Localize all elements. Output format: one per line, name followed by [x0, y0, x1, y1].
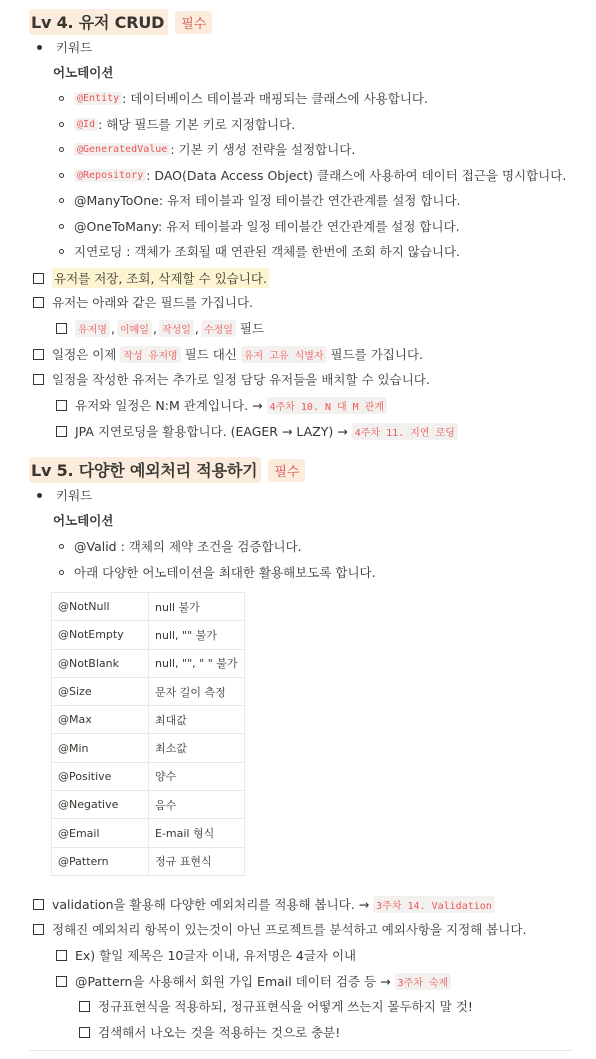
task-text: Ex) 할일 제목은 10글자 이내, 유저명은 4글자 이내 [75, 948, 357, 963]
task-text: 일정은 이제 [52, 347, 121, 362]
field-code: 유저명 [75, 320, 110, 337]
table-row [52, 677, 245, 705]
lv4-subtask-nm [56, 396, 387, 414]
task-text: validation을 활용해 다양한 예외처리를 적용해 봅니다. → [52, 897, 374, 912]
table-row [52, 706, 245, 734]
circle-bullet-icon [59, 198, 64, 203]
lv5-heading [29, 457, 305, 483]
lecture-link-code[interactable]: 3주차 14. Validation [373, 896, 495, 913]
lv4-keyword-item [37, 38, 92, 56]
checkbox[interactable] [56, 400, 67, 411]
annotation-text: 아래 다양한 어노테이션을 최대한 활용해보도록 합니다. [74, 565, 376, 580]
lecture-link-code[interactable]: 4주차 11. 지연 로딩 [352, 423, 458, 440]
inline-code: 작성 유저명 [120, 346, 180, 363]
table-row [52, 791, 245, 819]
checkbox[interactable] [79, 1001, 90, 1012]
lv4-title: Lv 4. 유저 CRUD [29, 9, 168, 35]
inline-code: @GeneratedValue [74, 143, 170, 156]
checkbox[interactable] [33, 899, 44, 910]
table-cell: @NotEmpty [52, 621, 149, 649]
table-cell: 최대값 [149, 706, 245, 734]
circle-bullet-icon [59, 96, 64, 101]
lv5-title: Lv 5. 다양한 예외처리 적용하기 [29, 457, 261, 483]
task-text: 정해진 예외처리 항목이 있는것이 아닌 프로젝트를 분석하고 예외사항을 지정해 봅니다. [52, 922, 527, 937]
inline-code: @Repository [74, 169, 146, 182]
lv5-subtask-pattern [56, 972, 451, 990]
table-row [52, 593, 245, 621]
lv4-annotation-item [59, 140, 355, 158]
checkbox[interactable] [56, 950, 67, 961]
table-row [52, 649, 245, 677]
table-cell: @Email [52, 819, 149, 847]
lv4-annotation-item [59, 191, 461, 209]
circle-bullet-icon [59, 570, 64, 575]
circle-bullet-icon [59, 224, 64, 229]
task-text: 일정을 작성한 유저는 추가로 일정 담당 유저들을 배치할 수 있습니다. [52, 372, 430, 387]
checkbox[interactable] [33, 297, 44, 308]
annotation-text: : 데이터베이스 테이블과 매핑되는 클래스에 사용합니다. [122, 91, 428, 106]
lv4-task-fields [33, 293, 253, 311]
table-cell: 최소값 [149, 734, 245, 762]
checkbox[interactable] [56, 976, 67, 987]
field-code: 작성일 [159, 320, 194, 337]
bullet-icon [37, 45, 42, 50]
table-cell: 음수 [149, 791, 245, 819]
lv5-task-validation [33, 895, 495, 913]
table-cell: @Min [52, 734, 149, 762]
table-cell: @Max [52, 706, 149, 734]
circle-bullet-icon [59, 544, 64, 549]
fields-suffix: 필드 [235, 321, 265, 336]
lv4-heading [29, 9, 212, 35]
annotation-text: 지연로딩 : 객체가 조회될 때 연관된 객체를 한번에 조회 하지 않습니다. [74, 244, 461, 259]
task-text: 필드를 가집니다. [326, 347, 424, 362]
circle-bullet-icon [59, 122, 64, 127]
lv5-keyword-label: 키워드 [56, 488, 93, 503]
lv4-keyword-label: 키워드 [56, 40, 93, 55]
table-cell: @Negative [52, 791, 149, 819]
annotation-text: @Valid : 객체의 제약 조건을 검증합니다. [74, 539, 302, 554]
checkbox[interactable] [56, 426, 67, 437]
table-row [52, 847, 245, 875]
annotation-text: : 해당 필드를 기본 키로 지정합니다. [98, 117, 296, 132]
inline-code: @Entity [74, 92, 122, 105]
circle-bullet-icon [59, 249, 64, 254]
lv4-task-schedule-field [33, 345, 423, 363]
table-cell: 정규 표현식 [149, 847, 245, 875]
checkbox[interactable] [33, 924, 44, 935]
lv5-task-analyze [33, 920, 526, 938]
checkbox[interactable] [56, 323, 67, 334]
checkbox[interactable] [33, 273, 44, 284]
table-cell: 양수 [149, 762, 245, 790]
field-code: 수정일 [201, 320, 236, 337]
circle-bullet-icon [59, 173, 64, 178]
lecture-link-code[interactable]: 3주차 숙제 [395, 973, 452, 990]
table-row [52, 621, 245, 649]
table-row [52, 734, 245, 762]
lv5-subsubtask-regex [79, 997, 473, 1015]
task-text: JPA 지연로딩을 활용합니다. (EAGER → LAZY) → [75, 424, 352, 439]
table-cell: null, "" 불가 [149, 621, 245, 649]
circle-bullet-icon [59, 147, 64, 152]
task-text: 정규표현식을 적용하되, 정규표현식을 어떻게 쓰는지 몰두하지 말 것! [98, 999, 473, 1014]
section-divider [29, 1050, 573, 1051]
table-cell: 문자 길이 측정 [149, 677, 245, 705]
validation-annotation-table [51, 592, 245, 876]
task-text: 검색해서 나오는 것을 적용하는 것으로 충분! [98, 1025, 341, 1040]
lv4-annotation-item [59, 89, 428, 107]
checkbox[interactable] [33, 374, 44, 385]
checkbox[interactable] [79, 1027, 90, 1038]
lv5-annotation-item [59, 563, 376, 581]
lv4-annotation-item [59, 217, 460, 235]
table-cell: null, "", " " 불가 [149, 649, 245, 677]
inline-code: 유저 고유 식별자 [241, 346, 327, 363]
table-cell: @NotBlank [52, 649, 149, 677]
inline-code: @Id [74, 118, 98, 131]
lv4-fields-list: 유저명 , 이메일 , 작성일 , 수정일 필드 [56, 319, 264, 337]
table-row [52, 762, 245, 790]
task-text: 유저를 저장, 조회, 삭제할 수 있습니다. [52, 268, 269, 288]
lv5-keyword-item [37, 486, 92, 504]
lv4-subtask-lazy [56, 422, 458, 440]
table-cell: @NotNull [52, 593, 149, 621]
lv5-annotation-item [59, 537, 302, 555]
lecture-link-code[interactable]: 4주차 10. N 대 M 관계 [267, 397, 388, 414]
task-text: 유저는 아래와 같은 필드를 가집니다. [52, 295, 253, 310]
lv4-annotation-label: 어노테이션 [53, 65, 114, 80]
annotation-text: @ManyToOne: 유저 테이블과 일정 테이블간 연간관계를 설정 합니다. [74, 193, 461, 208]
lv5-required-tag: 필수 [268, 459, 305, 482]
annotation-text: @OneToMany: 유저 테이블과 일정 테이블간 연간관계를 설정 합니다. [74, 219, 460, 234]
lv5-annotation-label: 어노테이션 [53, 513, 114, 528]
lv4-annotation-item [59, 242, 460, 260]
task-text: 유저와 일정은 N:M 관계입니다. → [75, 398, 267, 413]
task-text: @Pattern을 사용해서 회원 가입 Email 데이터 검증 등 → [75, 974, 395, 989]
annotation-text: : 기본 키 생성 전략을 설정합니다. [170, 142, 356, 157]
task-text: 필드 대신 [180, 347, 241, 362]
table-cell: @Size [52, 677, 149, 705]
lv4-annotation-item [59, 166, 566, 184]
table-row [52, 819, 245, 847]
table-cell: @Positive [52, 762, 149, 790]
table-cell: E-mail 형식 [149, 819, 245, 847]
lv5-subtask-example [56, 946, 356, 964]
table-cell: null 불가 [149, 593, 245, 621]
lv5-subsubtask-search [79, 1023, 340, 1041]
lv4-task-save [33, 268, 269, 288]
table-cell: @Pattern [52, 847, 149, 875]
lv4-required-tag: 필수 [175, 11, 212, 34]
field-code: 이메일 [117, 320, 152, 337]
lv4-task-assign [33, 370, 430, 388]
annotation-text: : DAO(Data Access Object) 클래스에 사용하여 데이터 접근을 명시합니다. [146, 168, 567, 183]
checkbox[interactable] [33, 349, 44, 360]
bullet-icon [37, 493, 42, 498]
lv4-annotation-item [59, 115, 295, 133]
